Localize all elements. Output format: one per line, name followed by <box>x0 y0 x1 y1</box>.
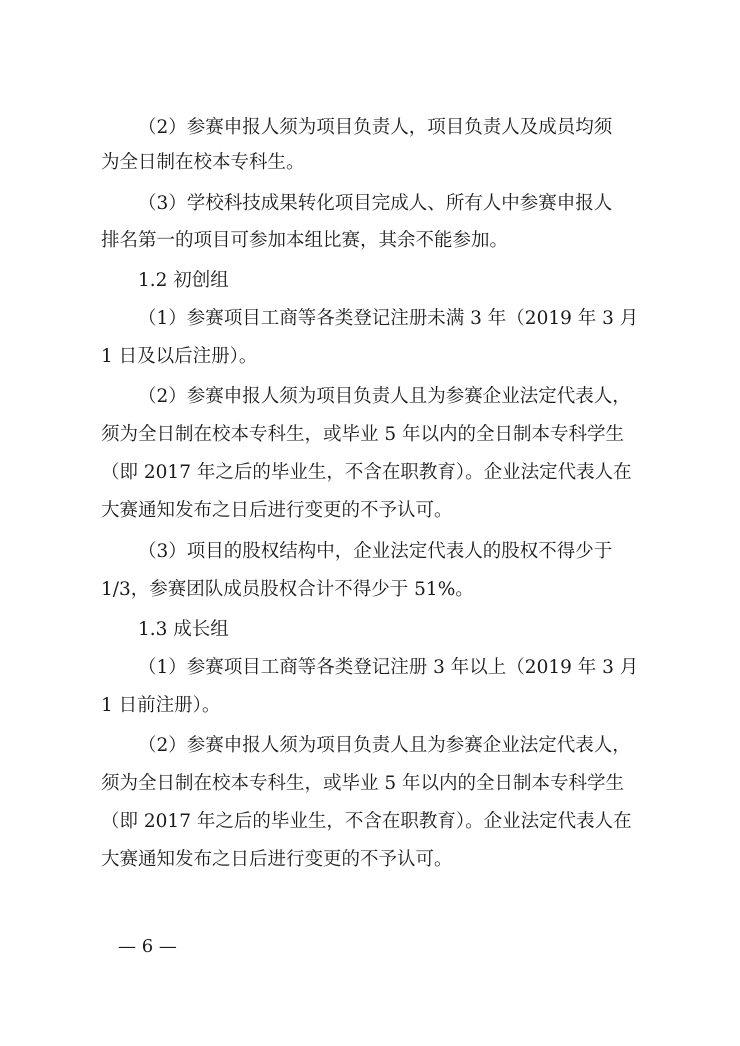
paragraph-line: （1）参赛项目工商等各类登记注册 3 年以上（2019 年 3 月 <box>138 657 639 678</box>
paragraph-line: （3）学校科技成果转化项目完成人、所有人中参赛申报人 <box>138 193 613 214</box>
paragraph-line: （3）项目的股权结构中，企业法定代表人的股权不得少于 <box>138 541 613 562</box>
section-heading: 1.3 成长组 <box>138 619 229 640</box>
paragraph-line: （2）参赛申报人须为项目负责人且为参赛企业法定代表人， <box>138 735 631 756</box>
page-number: — 6 — <box>118 936 177 957</box>
paragraph-line: 须为全日制在校本专科生，或毕业 5 年以内的全日制本专科学生 <box>101 773 625 794</box>
paragraph-line: （1）参赛项目工商等各类登记注册未满 3 年（2019 年 3 月 <box>138 308 639 329</box>
paragraph-line: （即 2017 年之后的毕业生，不含在职教育）。企业法定代表人在 <box>101 462 632 483</box>
paragraph-line: 1 日及以后注册）。 <box>101 346 258 367</box>
paragraph-line: 1/3，参赛团队成员股权合计不得少于 51%。 <box>101 579 474 600</box>
paragraph-line: 1 日前注册）。 <box>101 695 221 716</box>
paragraph-line: （2）参赛申报人须为项目负责人且为参赛企业法定代表人， <box>138 386 631 407</box>
paragraph-line: 大赛通知发布之日后进行变更的不予认可。 <box>101 500 453 521</box>
paragraph-line: 排名第一的项目可参加本组比赛，其余不能参加。 <box>101 230 509 251</box>
paragraph-line: （即 2017 年之后的毕业生，不含在职教育）。企业法定代表人在 <box>101 811 632 832</box>
paragraph-line: 为全日制在校本专科生。 <box>101 152 305 173</box>
paragraph-line: （2）参赛申报人须为项目负责人，项目负责人及成员均须 <box>138 117 613 138</box>
paragraph-line: 大赛通知发布之日后进行变更的不予认可。 <box>101 849 453 870</box>
paragraph-line: 须为全日制在校本专科生，或毕业 5 年以内的全日制本专科学生 <box>101 424 625 445</box>
section-heading: 1.2 初创组 <box>138 270 229 291</box>
